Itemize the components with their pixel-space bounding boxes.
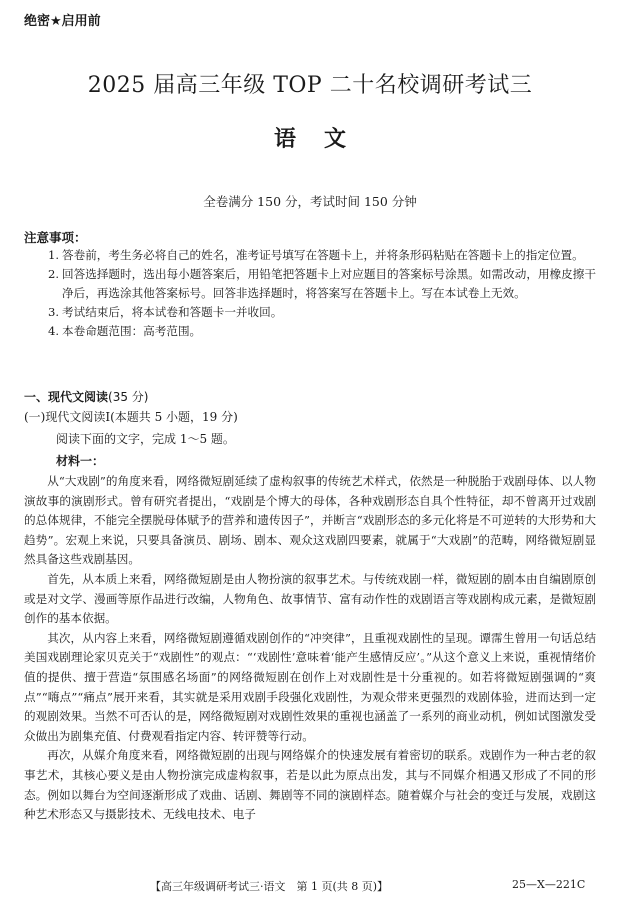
note-item [48, 303, 596, 322]
section-score: (35 分) [108, 390, 149, 404]
exam-title: 2025 届高三年级 TOP 二十名校调研考试三 [87, 73, 533, 98]
note-item [48, 246, 596, 265]
passage-paragraph: 首先，从本质上来看，网络微短剧是由人物扮演的叙事艺术。与传统戏剧一样，微短剧的剧本由自编剧原创或是对文学、漫画等原作品进行改编，人物角色、故事情节、富有动作性的戏剧语言等戏剧构成元素，是微短剧创作的基本依据。 [24, 571, 596, 626]
passage-paragraph: 其次，从内容上来看，网络微短剧遵循戏剧创作的“冲突律”，且重视戏剧性的呈现。谭霈生曾用一句话总结美国戏剧理论家贝克关于“戏剧性”的观点：“‘戏剧性’意味着‘能产生感情反应’。”从这个意义上来说，重视情绪价值的提供、擅于营造“氛围感名场面”的网络微短剧在创作上对戏剧性是十分重视的。如若将微短剧强调的“爽点”“嗨点”“痛点”展开来看，其实就是采用戏剧手段强化戏剧性，为观众带来更强烈的戏剧体验，进而达到一定的观剧效果。当然不可否认的是，网络微短剧对戏剧性效果的重视也涵盖了一系列的商业动机，例如试图激发受众做出为剧集充值、付费观看指定内容、转评赞等行动。 [24, 630, 596, 743]
note-text: 本卷命题范围：高考范围。 [62, 324, 202, 338]
notes-heading: 注意事项： [24, 230, 87, 245]
reading-passage [24, 472, 596, 825]
note-number: 2. [48, 267, 60, 281]
reading-instruction: 阅读下面的文字，完成 1～5 题。 [56, 432, 235, 446]
note-text: 考试结束后，将本试卷和答题卡一并收回。 [62, 305, 283, 319]
note-item [48, 322, 596, 341]
passage-paragraph: 从“大戏剧”的角度来看，网络微短剧延续了虚构叙事的传统艺术样式，依然是一种脱胎于戏剧母体、以人物演故事的演剧形式。曾有研究者提出，“戏剧是个博大的母体，各种戏剧形态自具个性特征，却不曾离开过戏剧的总体规律，不能完全摆脱母体赋予的营养和遗传因子”，并断言“戏剧形态的多元化将是不可逆转的大形势和大趋势”。宏观上来说，只要具备演员、剧场、剧本、观众这戏剧四要素，就属于“大戏剧”的范畴，网络微短剧显然具备这些戏剧基因。 [24, 474, 596, 567]
note-item [48, 265, 596, 303]
subject-title: 语文 [273, 126, 374, 152]
footer-page-info: 【高三年级调研考试三·语文 第 1 页(共 8 页)】 [150, 880, 389, 893]
note-number: 1. [48, 248, 60, 262]
section-title: 一、现代文阅读 [24, 390, 109, 404]
subsection-heading: (一)现代文阅读Ⅰ(本题共 5 小题，19 分) [24, 410, 238, 424]
confidential-mark: 绝密★启用前 [24, 14, 101, 29]
footer-code: 25—X—221C [512, 878, 586, 891]
note-number: 3. [48, 305, 60, 319]
passage-paragraph: 再次，从媒介角度来看，网络微短剧的出现与网络媒介的快速发展有着密切的联系。戏剧作为一种古老的叙事艺术，其核心要义是由人物扮演完成虚构叙事，若是以此为原点出发，其与不同媒介相遇又形成了不同的形态。例如以舞台为空间逐渐形成了戏曲、话剧、舞剧等不同的演剧样态。随着媒介与社会的变迁与发展，戏剧这种艺术形态又与摄影技术、无线电技术、电子 [24, 748, 596, 822]
notes-list [48, 246, 596, 341]
note-text: 答卷前，考生务必将自己的姓名，准考证号填写在答题卡上，并将条形码粘贴在答题卡上的指定位置。 [62, 248, 584, 262]
material-label: 材料一： [56, 454, 105, 468]
score-time-line: 全卷满分 150 分，考试时间 150 分钟 [203, 194, 417, 209]
note-text: 回答选择题时，选出每小题答案后，用铅笔把答题卡上对应题目的答案标号涂黑。如需改动，用橡皮擦干净后，再选涂其他答案标号。回答非选择题时，将答案写在答题卡上。写在本试卷上无效。 [62, 267, 596, 300]
section-heading [24, 388, 148, 405]
note-number: 4. [48, 324, 60, 338]
